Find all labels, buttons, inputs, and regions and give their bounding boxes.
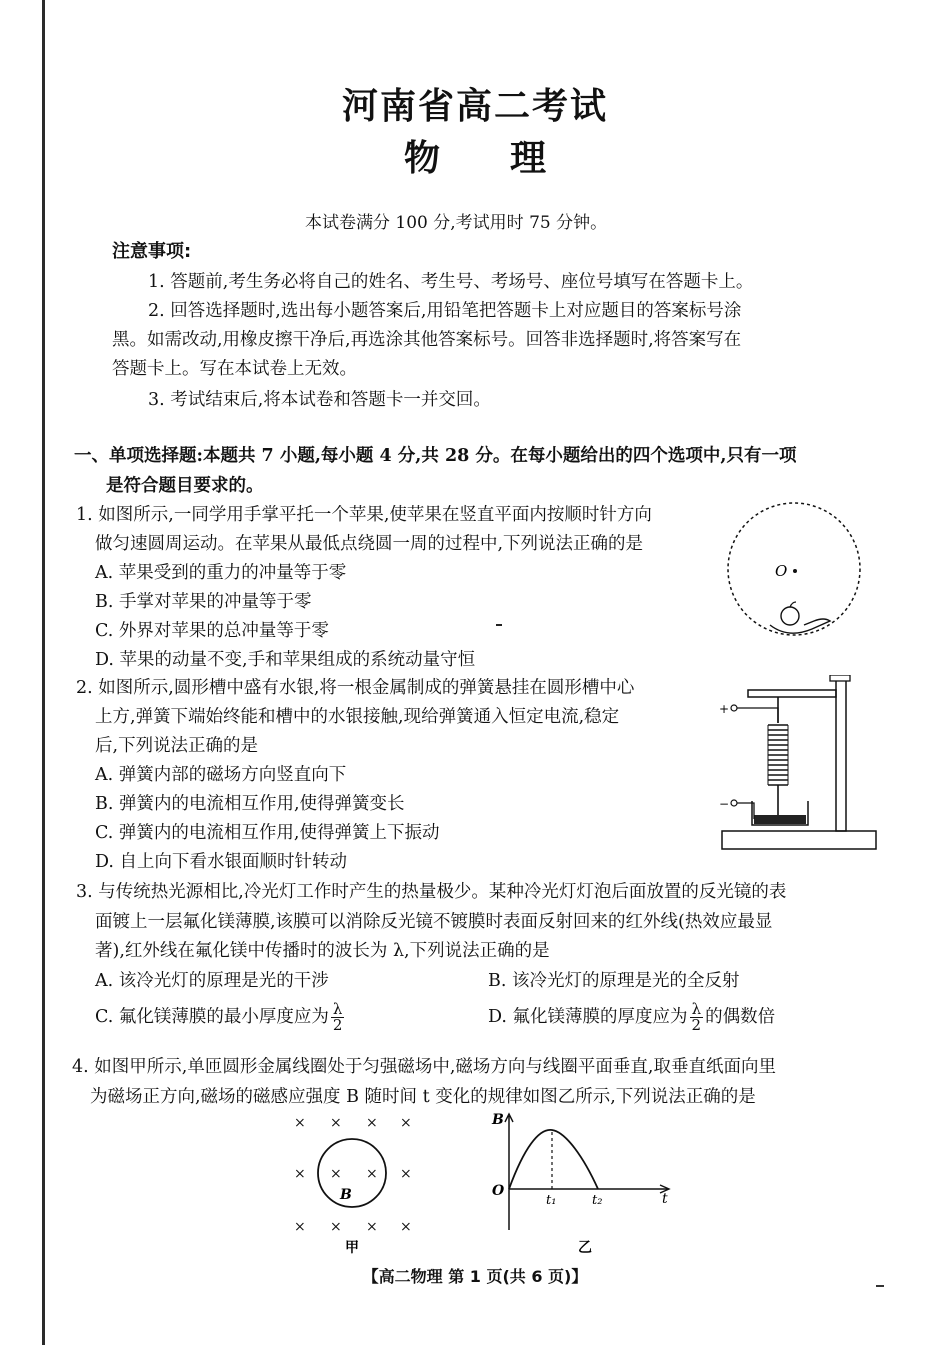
- note-2c: 答题卡上。写在本试卷上无效。: [112, 359, 357, 379]
- fig-jia-label: 甲: [345, 1240, 359, 1256]
- q1-center-label: O: [775, 562, 788, 580]
- q3-stem: 3. 与传统热光源相比,冷光灯工作时产生的热量极少。某种冷光灯灯泡后面放置的反光镜的表: [76, 882, 787, 902]
- section1-heading: 一、单项选择题:本题共 7 小题,每小题 4 分,共 28 分。在每小题给出的四个选项中,只有一项: [74, 446, 797, 466]
- q3-option-c: [95, 1002, 346, 1033]
- q4-stem: 4. 如图甲所示,单匝圆形金属线圈处于匀强磁场中,磁场方向与线圈平面垂直,取垂直纸面向里: [72, 1057, 776, 1077]
- q1-option-c: C. 外界对苹果的总冲量等于零: [95, 621, 329, 641]
- magnetic-field-crosses: [294, 1115, 412, 1235]
- binding-margin-line: [42, 0, 45, 1345]
- svg-text:×: ×: [400, 1115, 412, 1131]
- q2-stem: 2. 如图所示,圆形槽中盛有水银,将一根金属制成的弹簧悬挂在圆形槽中心: [76, 678, 635, 698]
- q2-stem-cont: 上方,弹簧下端始终能和槽中的水银接触,现给弹簧通入恒定电流,稳定: [95, 707, 620, 727]
- q1-option-b: B. 手掌对苹果的冲量等于零: [95, 592, 312, 612]
- b-curve: [509, 1130, 598, 1189]
- corner-mark: [876, 1285, 884, 1287]
- notes-heading: 注意事项:: [112, 241, 192, 262]
- q4-stem-cont: 为磁场正方向,磁场的磁感应强度 B 随时间 t 变化的规律如图乙所示,下列说法正确的是: [90, 1087, 756, 1107]
- q2-minus-label: −: [719, 797, 730, 811]
- q2-option-c: C. 弹簧内的电流相互作用,使得弹簧上下振动: [95, 823, 440, 843]
- q3-option-b: B. 该冷光灯的原理是光的全反射: [488, 971, 740, 991]
- axis-t-label: t: [662, 1191, 668, 1207]
- svg-text:×: ×: [330, 1115, 342, 1131]
- svg-text:×: ×: [294, 1219, 306, 1235]
- q2-spring-apparatus-figure: [718, 675, 880, 853]
- q1-stem-cont: 做匀速圆周运动。在苹果从最低点绕圆一周的过程中,下列说法正确的是: [95, 534, 644, 554]
- svg-text:×: ×: [330, 1166, 342, 1182]
- q3-option-d-text: D. 氟化镁薄膜的厚度应为: [488, 1007, 688, 1027]
- page-footer: 【高二物理 第 1 页(共 6 页)】: [362, 1267, 588, 1286]
- q2-plus-label: +: [719, 702, 730, 716]
- q2-option-a: A. 弹簧内部的磁场方向竖直向下: [95, 765, 347, 785]
- q1-circle-figure: [720, 495, 870, 645]
- t2-label: t₂: [592, 1193, 603, 1208]
- q4-figure-yi-graph: [484, 1108, 680, 1258]
- q3-option-c-text: C. 氟化镁薄膜的最小厚度应为: [95, 1007, 329, 1027]
- subject-title: 物理: [403, 138, 616, 179]
- stray-mark: [496, 624, 502, 626]
- svg-text:×: ×: [366, 1219, 378, 1235]
- q2-option-b: B. 弹簧内的电流相互作用,使得弹簧变长: [95, 794, 405, 814]
- axis-b-label: B: [492, 1112, 504, 1128]
- q1-option-a: A. 苹果受到的重力的冲量等于零: [95, 563, 347, 583]
- note-2a: 2. 回答选择题时,选出每小题答案后,用铅笔把答题卡上对应题目的答案标号涂: [148, 301, 742, 321]
- origin-label: O: [492, 1183, 505, 1199]
- q2-option-d: D. 自上向下看水银面顺时针转动: [95, 852, 348, 872]
- svg-text:×: ×: [294, 1115, 306, 1131]
- apple-hand-icon: [770, 602, 830, 633]
- q3-option-d-suffix: 的偶数倍: [705, 1007, 776, 1027]
- section1-heading-cont: 是符合题目要求的。: [106, 476, 264, 496]
- svg-text:×: ×: [366, 1166, 378, 1182]
- q3-option-d: [488, 1002, 775, 1033]
- q1-stem: 1. 如图所示,一同学用手掌平托一个苹果,使苹果在竖直平面内按顺时针方向: [76, 505, 652, 525]
- svg-text:×: ×: [366, 1115, 378, 1131]
- svg-text:×: ×: [294, 1166, 306, 1182]
- note-2b: 黑。如需改动,用橡皮擦干净后,再选涂其他答案标号。回答非选择题时,将答案写在: [112, 330, 742, 350]
- q1-option-d: D. 苹果的动量不变,手和苹果组成的系统动量守恒: [95, 650, 476, 670]
- svg-text:×: ×: [400, 1166, 412, 1182]
- t1-label: t₁: [546, 1193, 557, 1208]
- note-1: 1. 答题前,考生务必将自己的姓名、考生号、考场号、座位号填写在答题卡上。: [148, 272, 754, 292]
- q3-stem-cont2: 著),红外线在氟化镁中传播时的波长为 λ,下列说法正确的是: [95, 941, 550, 961]
- svg-text:×: ×: [330, 1219, 342, 1235]
- coil-b-label: B: [340, 1187, 352, 1203]
- svg-text:×: ×: [400, 1219, 412, 1235]
- q2-stem-cont2: 后,下列说法正确的是: [95, 736, 259, 756]
- lambda-over-2-fraction-d: $\frac{\lambda}{2}$: [691, 1000, 702, 1034]
- q3-stem-cont: 面镀上一层氟化镁薄膜,该膜可以消除反光镜不镀膜时表面反射回来的红外线(热效应最显: [95, 912, 773, 932]
- lambda-over-2-fraction: $\frac{\lambda}{2}$: [332, 1000, 343, 1034]
- exam-info: 本试卷满分 100 分,考试用时 75 分钟。: [305, 213, 608, 233]
- q4-figure-jia: [288, 1110, 420, 1258]
- exam-title: 河南省高二考试: [341, 86, 608, 127]
- fig-yi-label: 乙: [578, 1240, 592, 1256]
- q3-option-a: A. 该冷光灯的原理是光的干涉: [95, 971, 329, 991]
- note-3: 3. 考试结束后,将本试卷和答题卡一并交回。: [148, 390, 491, 410]
